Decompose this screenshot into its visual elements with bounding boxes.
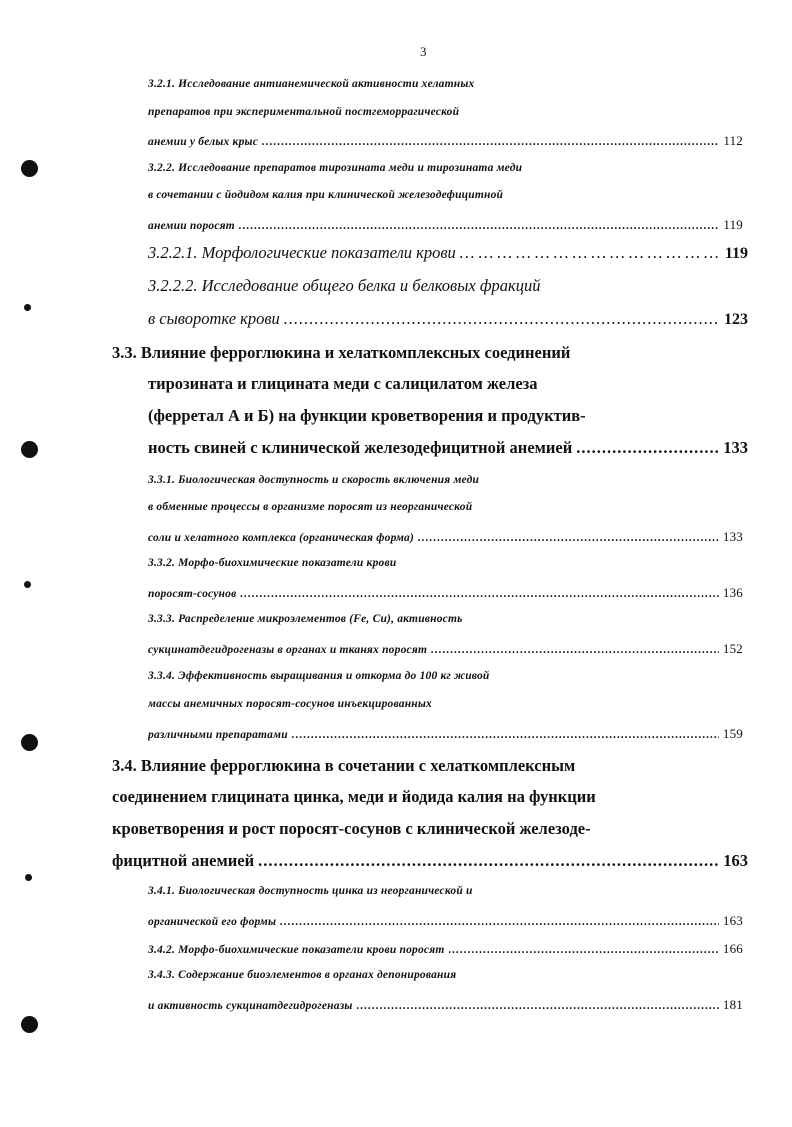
toc-page-number: 123	[724, 311, 748, 328]
dot-leader	[284, 309, 720, 329]
dot-leader	[258, 851, 719, 871]
toc-entry-line	[148, 557, 743, 569]
toc-entry-text: фицитной анемией	[112, 851, 255, 870]
toc-entry-text: соединением глицината цинка, меди и йодида калия на функции	[112, 787, 596, 806]
toc-page-number: 166	[722, 941, 743, 956]
dot-leader	[292, 729, 719, 741]
toc-entry-text: различными препаратами	[148, 729, 288, 741]
toc-page-number: 119	[724, 245, 748, 262]
dot-leader	[280, 916, 719, 928]
toc-page-number: 119	[723, 217, 743, 232]
toc-entry-text: (ферретал А и Б) на функции кроветворения и продуктив-	[148, 406, 586, 425]
toc-entry-text: поросят-сосунов	[148, 588, 237, 600]
toc-entry-text: 3.4.1. Биологическая доступность цинка из неорганической и	[148, 885, 473, 897]
toc-entry-text: 3.2.2.2. Исследование общего белка и белковых фракций	[148, 276, 541, 295]
toc-entry-text: соли и хелатного комплекса (органическая форма)	[148, 532, 415, 544]
toc-entry-line	[148, 885, 743, 897]
page-number: 3	[420, 44, 427, 59]
toc-entry-line	[148, 309, 748, 329]
toc-entry-line	[148, 106, 743, 118]
toc-entry-line	[148, 474, 743, 486]
toc-entry-line	[148, 501, 743, 513]
toc-entry-line	[148, 438, 748, 458]
punch-hole	[21, 1016, 38, 1033]
toc-page-number: 133	[722, 529, 743, 544]
toc-entry-text: препаратов при экспериментальной постгеморрагической	[148, 106, 460, 118]
toc-entry-text: кроветворения и рост поросят-сосунов с клинической железоде-	[112, 819, 591, 838]
toc-entry-line	[148, 969, 743, 981]
toc-entry-line	[148, 613, 743, 625]
toc-entry-text: 3.2.1. Исследование антианемической активности хелатных	[148, 78, 475, 90]
toc-entry-text: 3.4.2. Морфо-биохимические показатели крови поросят	[148, 944, 445, 956]
toc-entry-text: в сыворотке крови	[148, 309, 280, 328]
toc-entry-text: органической его формы	[148, 916, 277, 928]
toc-entry-text: ность свиней с клинической железодефицитной анемией	[148, 438, 573, 457]
toc-entry-text: сукцинатдегидрогеназы в органах и тканях поросят	[148, 644, 428, 656]
toc-entry-line	[148, 941, 743, 957]
toc-page-number: 181	[722, 997, 743, 1012]
toc-entry-line	[148, 913, 743, 929]
toc-entry-text: 3.2.2.1. Морфологические показатели крови	[148, 243, 456, 262]
toc-entry-line	[148, 217, 743, 233]
toc-entry-text: 3.3. Влияние ферроглюкина и хелаткомплексных соединений	[112, 343, 571, 362]
dot-leader	[357, 1000, 719, 1012]
toc-entry-text: в обменные процессы в организме поросят из неорганической	[148, 501, 473, 513]
toc-entry-text: 3.3.4. Эффективность выращивания и откорма до 100 кг живой	[148, 670, 490, 682]
margin-mark	[25, 874, 32, 881]
toc-page-number: 133	[723, 438, 748, 457]
toc-entry-text: 3.4. Влияние ферроглюкина в сочетании с хелаткомплексным	[112, 756, 576, 775]
toc-page-number: 136	[722, 585, 743, 600]
punch-hole	[21, 734, 38, 751]
toc-entry-text: тирозината и глицината меди с салицилатом железа	[148, 374, 538, 393]
toc-entry-text: в сочетании с йодидом калия при клинической железодефицитной	[148, 189, 504, 201]
toc-entry-line	[148, 189, 743, 201]
toc-entry-line	[112, 756, 748, 776]
toc-entry-line	[112, 819, 748, 839]
margin-mark	[24, 304, 31, 311]
toc-page-number: 112	[723, 133, 743, 148]
toc-entry-line	[148, 585, 743, 601]
toc-page-number: 163	[723, 851, 748, 870]
dot-leader	[239, 220, 719, 232]
toc-entry-line	[148, 670, 743, 682]
toc-entry-line	[148, 698, 743, 710]
toc-entry-text: массы анемичных поросят-сосунов инъекцированных	[148, 698, 433, 710]
toc-entry-line	[148, 243, 748, 263]
toc-entry-line	[148, 641, 743, 657]
toc-entry-text: 3.2.2. Исследование препаратов тирозината меди и тирозината меди	[148, 162, 523, 174]
toc-entry-text: анемии у белых крыс	[148, 136, 259, 148]
toc-entry-text: 3.3.3. Распределение микроэлементов (Fe, Cu), активность	[148, 613, 463, 625]
toc-entry-line	[148, 133, 743, 149]
dot-leader	[262, 136, 719, 148]
toc-entry-line	[148, 726, 743, 742]
dot-leader	[418, 532, 719, 544]
dot-leader	[460, 243, 721, 263]
dot-leader	[449, 944, 719, 956]
toc-page-number: 163	[722, 913, 743, 928]
margin-mark	[24, 581, 31, 588]
toc-entry-line	[112, 851, 748, 871]
dot-leader	[431, 644, 719, 656]
dot-leader	[240, 588, 718, 600]
toc-entry-line	[112, 343, 748, 363]
toc-entry-line	[148, 529, 743, 545]
toc-entry-line	[148, 374, 748, 394]
toc-page-number: 152	[722, 641, 743, 656]
toc-entry-text: анемии поросят	[148, 220, 235, 232]
toc-entry-line	[148, 162, 743, 174]
toc-entry-line	[148, 406, 748, 426]
toc-entry-line	[148, 997, 743, 1013]
punch-hole	[21, 160, 38, 177]
toc-entry-line	[112, 787, 748, 807]
dot-leader	[576, 438, 719, 458]
toc-entry-line	[148, 276, 748, 296]
toc-entry-text: 3.4.3. Содержание биоэлементов в органах депонирования	[148, 969, 457, 981]
toc-entry-text: 3.3.2. Морфо-биохимические показатели крови	[148, 557, 397, 569]
toc-entry-text: и активность сукцинатдегидрогеназы	[148, 1000, 353, 1012]
toc-entry-line	[148, 78, 743, 90]
punch-hole	[21, 441, 38, 458]
toc-page-number: 159	[722, 726, 743, 741]
toc-entry-text: 3.3.1. Биологическая доступность и скорость включения меди	[148, 474, 480, 486]
